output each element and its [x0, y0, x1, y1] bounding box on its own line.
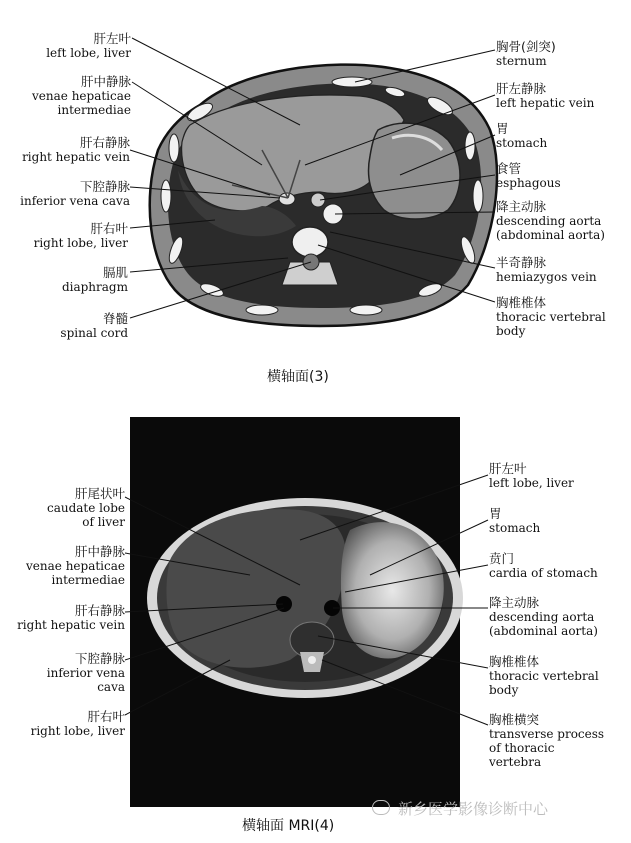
- label-venae-hepaticae-bottom: 肝中静脉 venae hepaticae intermediae: [26, 544, 125, 587]
- label-left-lobe-liver-bottom: 肝左叶 left lobe, liver: [489, 461, 574, 490]
- label-cardia: 贲门 cardia of stomach: [489, 551, 598, 580]
- label-ivc-bottom: 下腔静脉 inferior vena cava: [46, 651, 125, 694]
- label-right-lobe-liver-bottom: 肝右叶 right lobe, liver: [30, 709, 125, 738]
- label-descending-aorta-bottom: 降主动脉 descending aorta (abdominal aorta): [489, 595, 598, 638]
- label-diaphragm: 膈肌 diaphragm: [61, 265, 128, 294]
- label-caudate-lobe: 肝尾状叶 caudate lobe of liver: [46, 486, 125, 529]
- label-transverse-process: 胸椎横突 transverse process of thoracic vertebra: [489, 712, 605, 769]
- label-left-lobe-liver-top: 肝左叶 left lobe, liver: [46, 31, 131, 60]
- label-hemiazygos-vein: 半奇静脉 hemiazygos vein: [496, 255, 597, 284]
- caption-top-figure: 横轴面(3): [267, 369, 329, 385]
- label-descending-aorta-top: 降主动脉 descending aorta (abdominal aorta): [496, 199, 605, 242]
- wechat-icon: [372, 800, 390, 815]
- label-thoracic-vertebral-body-bottom: 胸椎椎体 thoracic vertebral body: [489, 654, 599, 697]
- label-stomach-bottom: 胃 stomach: [489, 506, 541, 535]
- label-right-hepatic-vein-bottom: 肝右静脉 right hepatic vein: [17, 603, 125, 632]
- caption-bottom-figure: 横轴面 MRI(4): [242, 818, 335, 834]
- label-right-lobe-liver-top: 肝右叶 right lobe, liver: [33, 221, 128, 250]
- watermark: [372, 798, 548, 819]
- label-ivc-top: 下腔静脉 inferior vena cava: [20, 179, 130, 208]
- watermark-text: 新乡医学影像诊断中心: [398, 800, 549, 818]
- label-spinal-cord: 脊髓 spinal cord: [60, 311, 128, 340]
- label-left-hepatic-vein: 肝左静脉 left hepatic vein: [496, 81, 595, 110]
- label-right-hepatic-vein-top: 肝右静脉 right hepatic vein: [22, 135, 130, 164]
- label-esophagus: 食管 esphagous: [496, 161, 561, 190]
- label-thoracic-vertebral-body-top: 胸椎椎体 thoracic vertebral body: [496, 295, 606, 338]
- label-sternum: 胸骨(剑突) sternum: [496, 39, 556, 68]
- label-venae-hepaticae-top: 肝中静脉 venae hepaticae intermediae: [32, 74, 131, 117]
- label-stomach-top: 胃 stomach: [496, 121, 548, 150]
